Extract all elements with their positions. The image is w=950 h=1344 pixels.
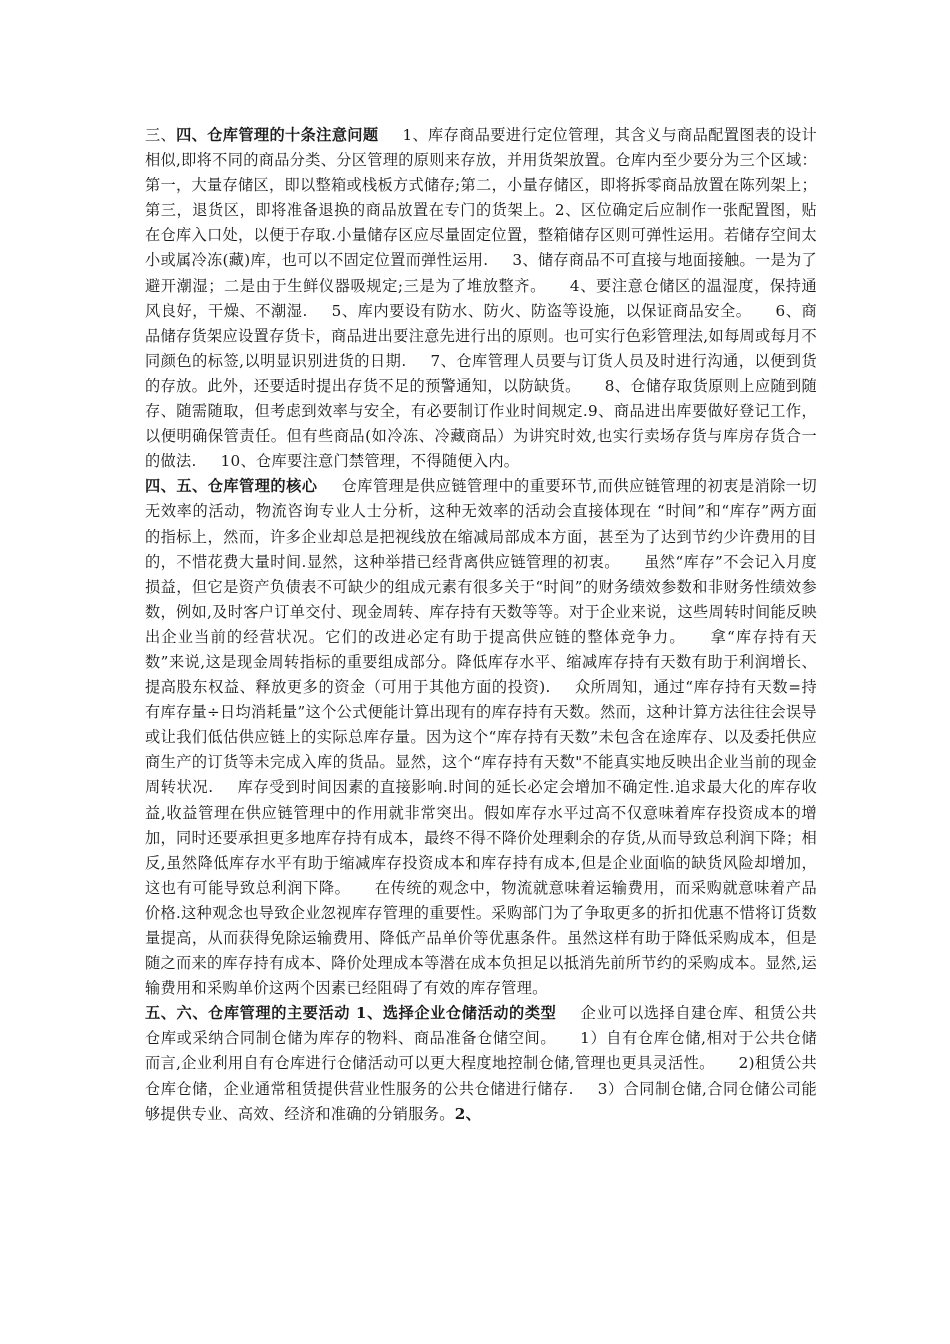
section-heading: 四、仓库管理的十条注意问题	[176, 126, 379, 144]
paragraph-text: 4、要注意仓储区的温湿度，保持通风良好，干燥、不潮湿.	[145, 276, 817, 320]
section-warehouse-tips	[145, 123, 817, 474]
section-warehouse-core	[145, 474, 817, 1001]
paragraph-text: 仓库管理是供应链管理中的重要环节,而供应链管理的初衷是消除一切无效率的活动，物流咨询专业人士分析，这种无效率的活动会直接体现在 “时间”和“库存”两方面的指标上，然而，许多企业却总是把视线放在缩减局部成本方面，甚至为了达到节约少许费用的目的，不惜花费大量时间.显然，这种举措已经背离供应链管理的初衷。	[145, 477, 817, 571]
paragraph-text: 在传统的观念中，物流就意味着运输费用，而采购就意味着产品价格.这种观念也导致企业忽视库存管理的重要性。采购部门为了争取更多的折扣优惠不惜将订货数量提高，从而获得免除运输费用、降低产品单价等优惠条件。虽然这样有助于降低采购成本，但是随之而来的库存持有成本、降价处理成本等潜在成本负担足以抵消先前所节约的采购成本。显然,运输费用和采购单价这两个因素已经阻碍了有效的库存管理。	[145, 878, 817, 998]
section-prefix: 三、	[145, 126, 177, 144]
paragraph-text: 库存受到时间因素的直接影响.时间的延长必定会增加不确定性.追求最大化的库存收益,收益管理在供应链管理中的作用就非常突出。假如库存水平过高不仅意味着库存投资成本的增加，同时还要承担更多地库存持有成本，最终不得不降价处理剩余的存货,从而导致总利润下降；相反,虽然降低库存水平有助于缩减库存投资成本和库存持有成本,但是企业面临的缺货风险却增加，这也有可能导致总利润下降。	[145, 778, 817, 897]
paragraph-text: 7、仓库管理人员要与订货人员及时进行沟通，以便到货的存放。此外，还要适时提出存货不足的预警通知，以防缺货。	[145, 351, 817, 395]
paragraph-text: 6、商品储存货架应设置存货卡，商品进出要注意先进行出的原则。也可实行色彩管理法,如每周或每月不同颜色的标签,以明显识别进货的日期.	[145, 301, 817, 370]
paragraph-text: 虽然“库存”不会记入月度损益，但它是资产负债表不可缺少的组成元素有很多关于“时间”的财务绩效参数和非财务性绩效参数，例如,及时客户订单交付、现金周转、库存持有天数等等。对于企业来说，这些周转时间能反映出企业当前的经营状况。它们的改进必定有助于提高供应链的整体竞争力。	[145, 552, 817, 646]
paragraph-text: 2)租赁公共仓库仓储，企业通常租赁提供营业性服务的公共仓储进行储存.	[145, 1054, 817, 1098]
paragraph-text: 3）合同制仓储,合同仓储公司能够提供专业、高效、经济和准确的分销服务。	[145, 1079, 817, 1123]
trailing-heading: 2、	[454, 1104, 482, 1123]
paragraph-text: 10、仓库要注意门禁管理，不得随便入内。	[220, 452, 520, 471]
section-heading: 四、五、仓库管理的核心	[145, 477, 318, 496]
paragraph-text: 5、库内要设有防水、防火、防盗等设施，以保证商品安全。	[331, 301, 752, 320]
paragraph-text: 企业可以选择自建仓库、租赁公共仓库或采纳合同制仓储为库存的物料、商品准备仓储空间。	[145, 1004, 817, 1048]
paragraph-text: 1）自有仓库仓储,相对于公共仓储而言,企业利用自有仓库进行仓储活动可以更大程度地控制仓储,管理也更具灵活性。	[145, 1029, 817, 1073]
section-warehouse-activities	[145, 1001, 817, 1126]
paragraph-text: 众所周知，通过“库存持有天数=持有库存量÷日均消耗量”这个公式便能计算出现有的库存持有天数。然而，这种计算方法往往会误导或让我们低估供应链上的实际总库存量。因为这个“库存持有天数”未包含在途库存、以及委托供应商生产的订货等未完成入库的货品。显然，这个“库存持有天数"不能真实地反映出企业当前的现金周转状况.	[145, 678, 817, 797]
paragraph-text: 1、库存商品要进行定位管理，其含义与商品配置图表的设计相似,即将不同的商品分类、分区管理的原则来存放，并用货架放置。仓库内至少要分为三个区域：第一，大量存储区，即以整箱或栈板方式储存;第二，小量存储区，即将拆零商品放置在陈列架上；第三，退货区，即将准备退换的商品放置在专门的货架上。2、区位确定后应制作一张配置图，贴在仓库入口处，以便于存取.小量储存区应尽量固定位置，整箱储存区则可弹性运用。若储存空间太小或属冷冻(藏)库，也可以不固定位置而弹性运用.	[145, 126, 817, 270]
paragraph-text: 8、仓储存取货原则上应随到随存、随需随取，但考虑到效率与安全，有必要制订作业时间规定.9、商品进出库要做好登记工作，以便明确保管责任。但有些商品(如冷冻、冷藏商品）为讲究时效,也实行卖场存货与库房存货合一的做法.	[145, 376, 817, 471]
paragraph-text: 3、储存商品不可直接与地面接触。一是为了避开潮湿；二是由于生鲜仪器吸规定;三是为了堆放整齐。	[145, 251, 817, 295]
paragraph-text: 拿“库存持有天数”来说,这是现金周转指标的重要组成部分。降低库存水平、缩减库存持有天数有助于利润增长、提高股东权益、释放更多的资金（可用于其他方面的投资).	[145, 627, 817, 697]
document-page	[145, 123, 817, 1127]
section-heading: 五、六、仓库管理的主要活动 1、选择企业仓储活动的类型	[145, 1004, 557, 1023]
